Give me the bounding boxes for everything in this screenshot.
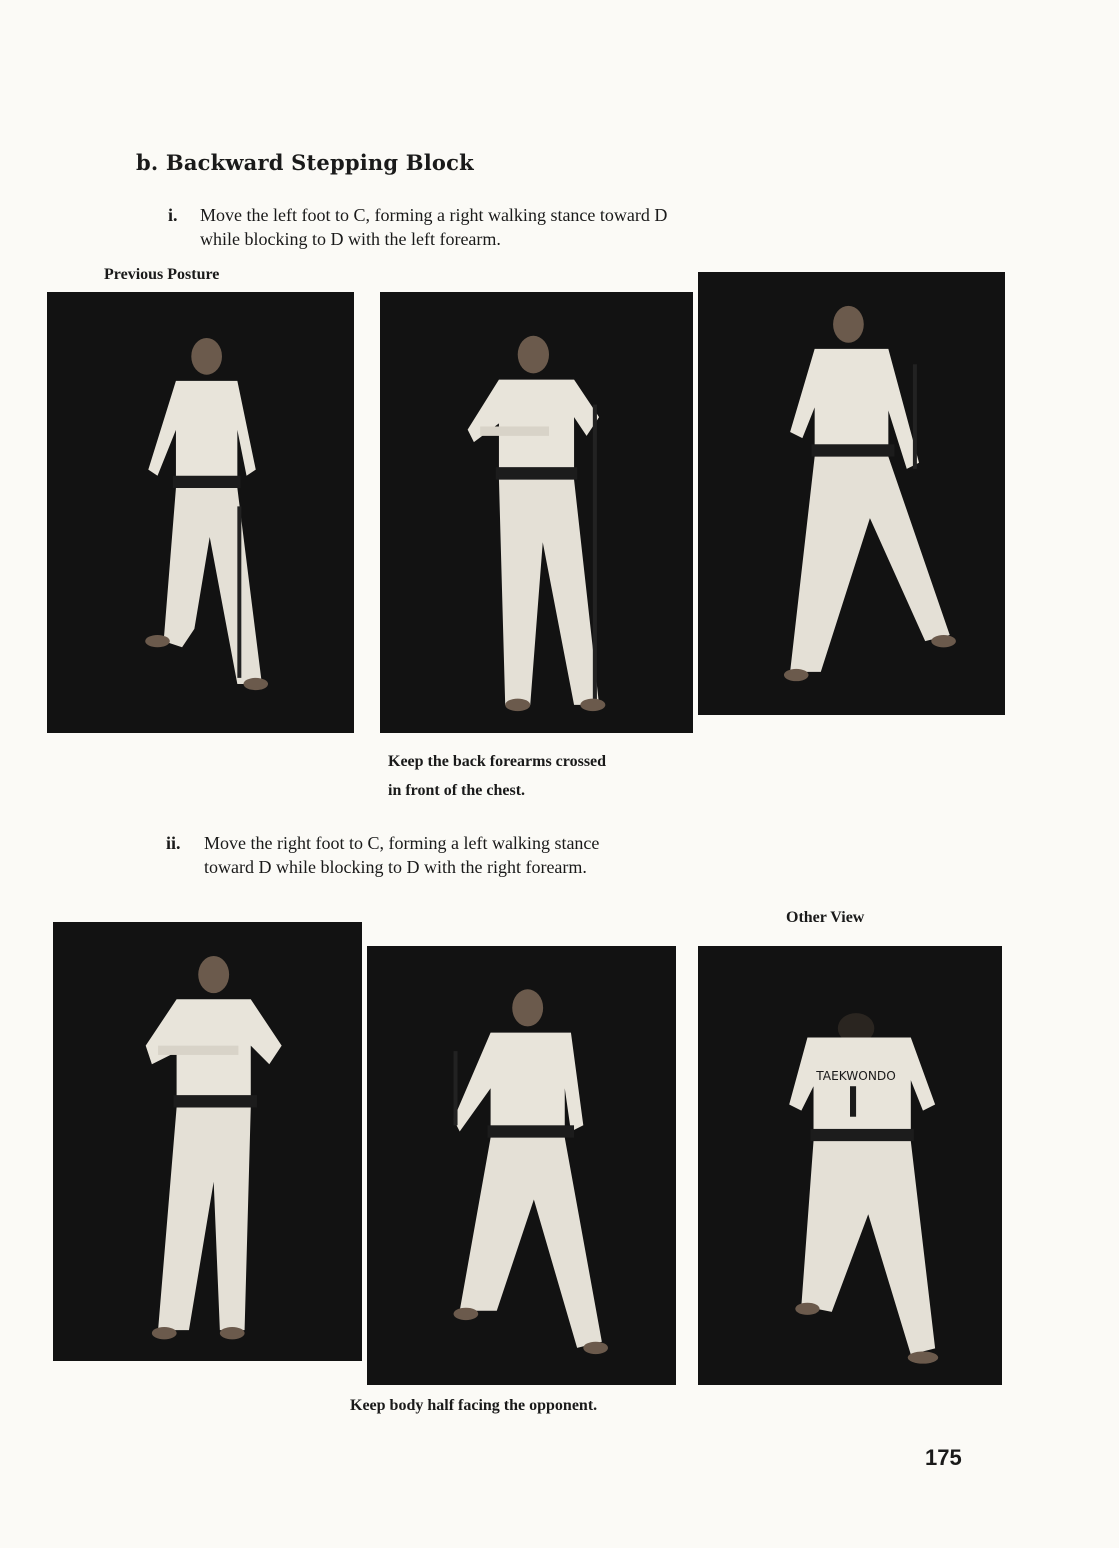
photo-step-2a — [53, 922, 362, 1361]
step-1-instruction — [168, 203, 928, 251]
step-2-caption: Keep body half facing the opponent. — [350, 1397, 598, 1414]
previous-posture-label: Previous Posture — [104, 266, 220, 283]
step-1-caption-line-1: Keep the back forearms crossed — [388, 753, 607, 770]
photo-previous-posture — [47, 292, 354, 733]
step-1-caption-line-2: in front of the chest. — [388, 782, 526, 799]
step-2-line-1: Move the right foot to C, forming a left walking stance — [204, 833, 600, 853]
section-heading: b. Backward Stepping Block — [136, 150, 474, 175]
step-2-line-2: toward D while blocking to D with the right forearm. — [204, 857, 587, 877]
photo-step-2b — [367, 946, 676, 1385]
step-2-number: ii. — [166, 833, 181, 853]
step-1-number: i. — [168, 205, 178, 225]
photo-step-1b — [698, 272, 1005, 715]
page-number: 175 — [925, 1445, 962, 1470]
step-1-line-1: Move the left foot to C, forming a right walking stance toward D — [200, 205, 668, 225]
other-view-label: Other View — [786, 909, 865, 926]
step-1-caption — [388, 747, 606, 805]
step-1-line-2: while blocking to D with the left forearm. — [200, 229, 501, 249]
step-2-instruction — [166, 831, 866, 879]
taekwondo-logo: TAEKWONDO — [816, 1069, 896, 1084]
photo-other-view — [698, 946, 1002, 1385]
photo-step-1a — [380, 292, 693, 733]
